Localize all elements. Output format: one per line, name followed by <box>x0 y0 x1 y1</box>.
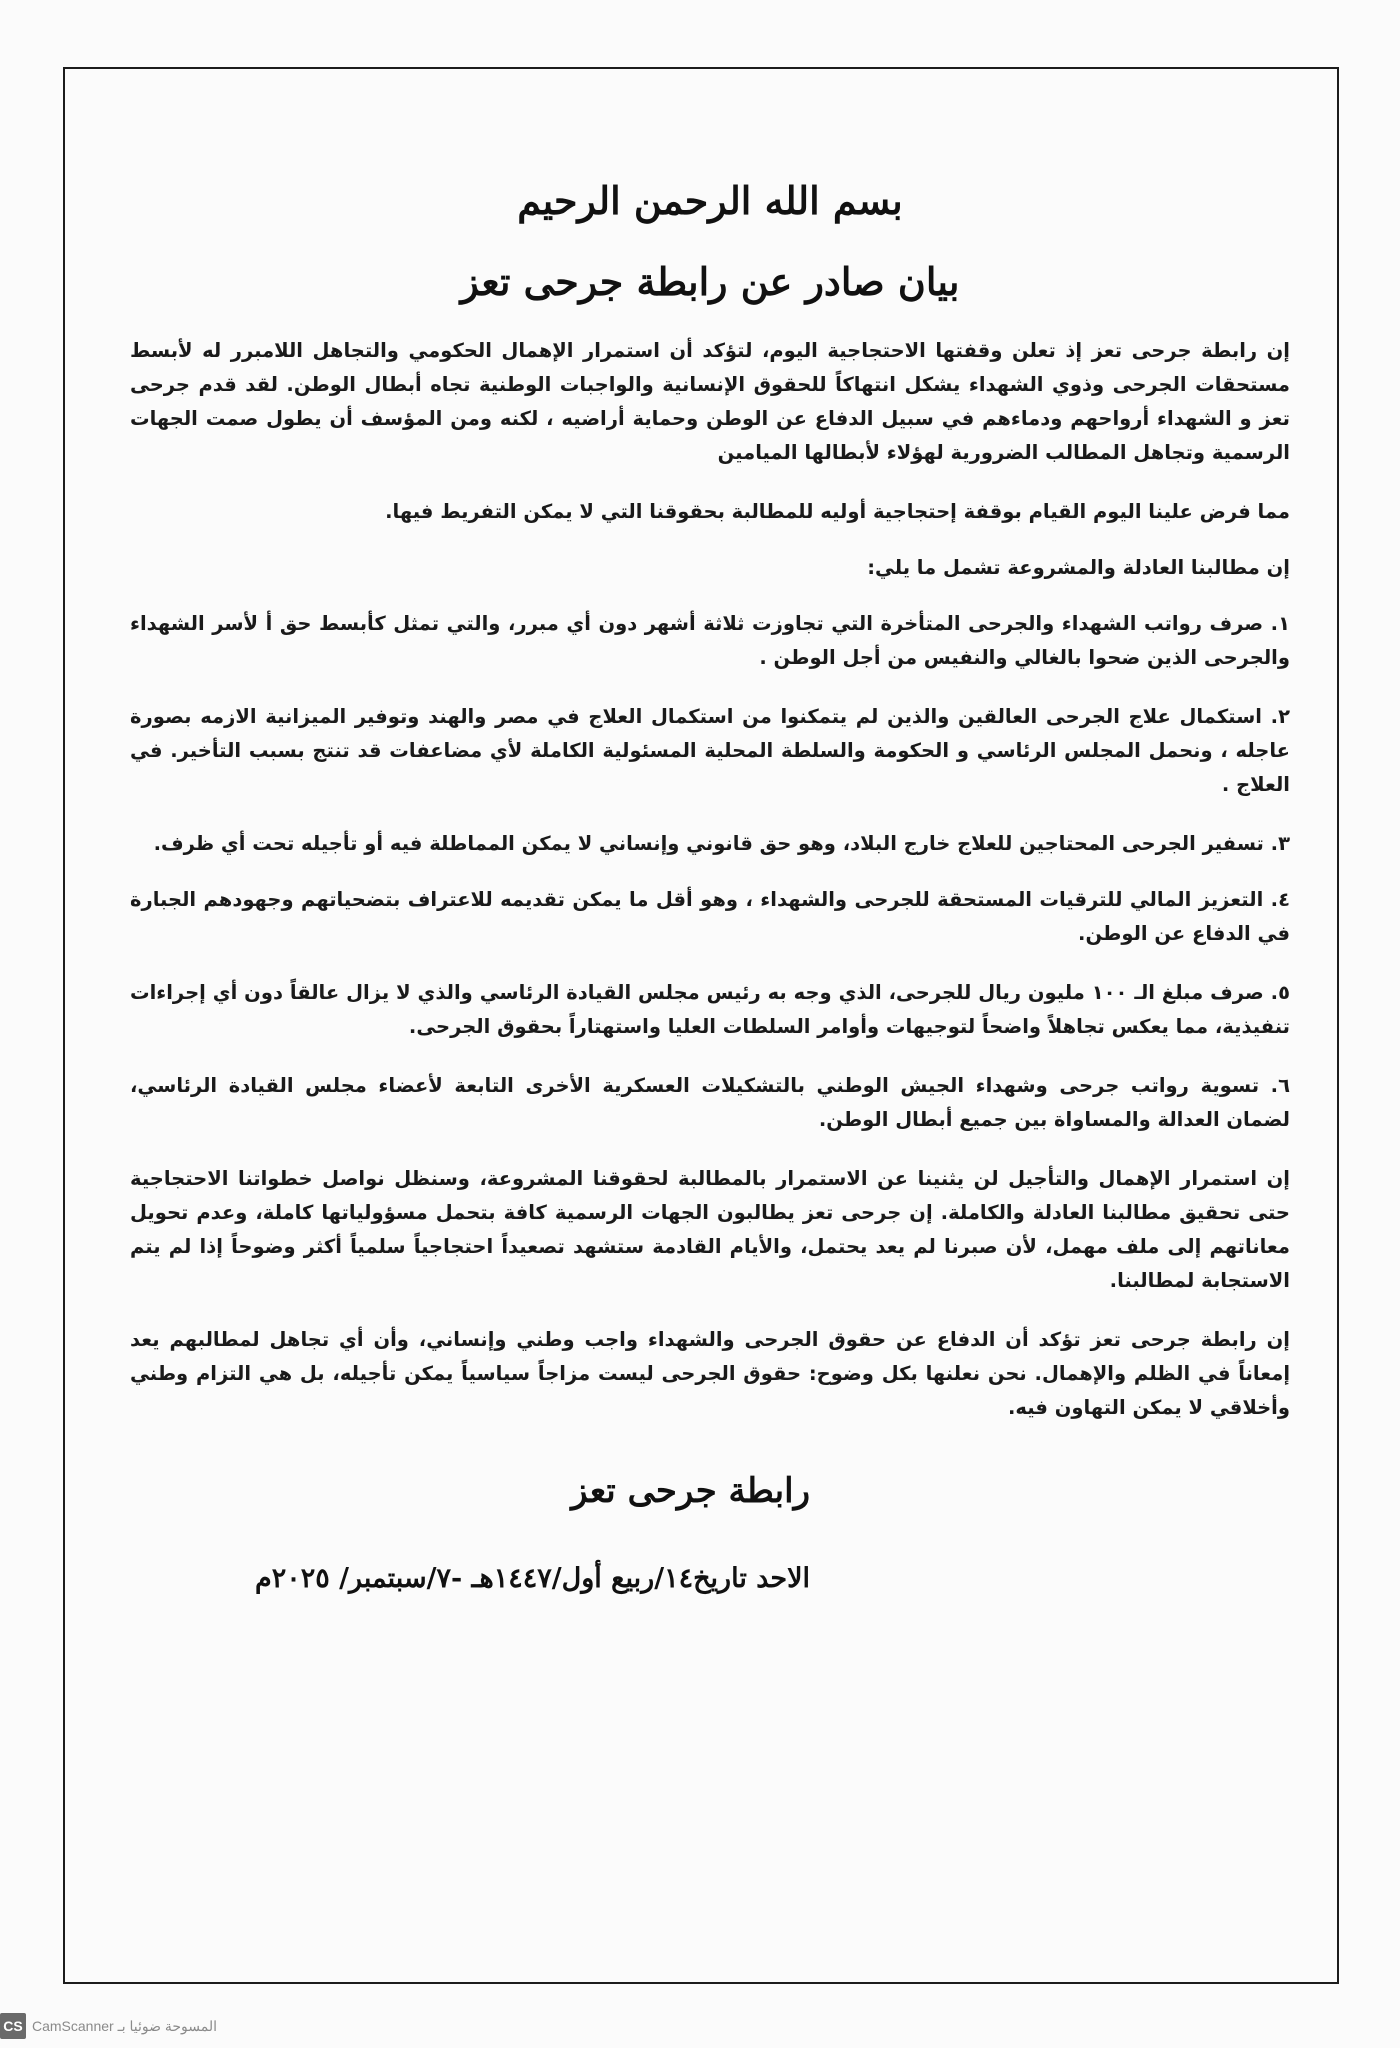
continuation-paragraph: إن استمرار الإهمال والتأجيل لن يثنينا عن الاستمرار بالمطالبة لحقوقنا المشروعة، وسنظل نواصل خطواتنا الاحتجاجية حتى تحقيق مطالبنا العادلة والكاملة. إن جرحى تعز يطالبون الجهات الرسمية كافة بتحمل مسؤولياتها كاملة، وعدم تحويل معاناتهم إلى ملف مهمل، لأن صبرنا لم يعد يحتمل، والأيام القادمة ستشهد تصعيداً احتجاجياً سلمياً أكثر وضوحاً إذا لم يتم الاستجابة لمطالبنا. <box>130 1167 1290 1292</box>
demand-item-1: ١. صرف رواتب الشهداء والجرحى المتأخرة التي تجاوزت ثلاثة أشهر دون أي مبرر، والتي تمثل كأبسط حق أ لأسر الشهداء والجرحى الذين ضحوا بالغالي والنفيس من أجل الوطن . <box>130 612 1290 669</box>
date-line: الاحد تاريخ١٤/ربيع أول/١٤٤٧هـ -٧/سبتمبر/ ٢٠٢٥م <box>255 1563 810 1594</box>
signature-organization: رابطة جرحى تعز <box>571 1471 810 1511</box>
protest-paragraph: مما فرض علينا اليوم القيام بوقفة إحتجاجية أوليه للمطالبة بحقوقنا التي لا يمكن التفريط فيها. <box>385 500 1290 523</box>
camscanner-text: CamScanner المسوحة ضوئيا بـ <box>32 2017 218 2034</box>
demand-item-6: ٦. تسوية رواتب جرحى وشهداء الجيش الوطني بالتشكيلات العسكرية الأخرى التابعة لأعضاء مجلس القيادة الرئاسي، لضمان العدالة والمساواة بين جميع أبطال الوطن. <box>130 1074 1290 1131</box>
statement-title: بيان صادر عن رابطة جرحى تعز <box>460 259 960 304</box>
demand-item-5: ٥. صرف مبلغ الـ ١٠٠ مليون ريال للجرحى، الذي وجه به رئيس مجلس القيادة الرئاسي والذي لا يزال عالقاً دون أي إجراءات تنفيذية، مما يعكس تجاهلاً واضحاً لتوجيهات وأوامر السلطات العليا واستهتاراً بحقوق الجرحى. <box>130 981 1290 1038</box>
intro-paragraph: إن رابطة جرحى تعز إذ تعلن وقفتها الاحتجاجية اليوم، لتؤكد أن استمرار الإهمال الحكومي والتجاهل اللامبرر له لأبسط مستحقات الجرحى وذوي الشهداء يشكل انتهاكاً للحقوق الإنسانية والواجبات الوطنية تجاه أبطال الوطن. لقد قدم جرحى تعز و الشهداء أرواحهم ودماءهم في سبيل الدفاع عن الوطن وحماية أراضيه ، لكنه ومن المؤسف أن يطول صمت الجهات الرسمية وتجاهل المطالب الضرورية لهؤلاء لأبطالها الميامين <box>130 339 1290 464</box>
demand-item-3: ٣. تسفير الجرحى المحتاجين للعلاج خارج البلاد، وهو حق قانوني وإنساني لا يمكن المماطلة فيه أو تأجيله تحت أي ظرف. <box>153 832 1290 855</box>
demand-item-4: ٤. التعزيز المالي للترقيات المستحقة للجرحى والشهداء ، وهو أقل ما يمكن تقديمه للاعتراف بتضحياتهم وجهودهم الجبارة في الدفاع عن الوطن. <box>130 888 1290 945</box>
statement-body <box>130 170 1290 1594</box>
demand-item-2: ٢. استكمال علاج الجرحى العالقين والذين لم يتمكنوا من استكمال العلاج في مصر والهند وتوفير الميزانية الازمه بصورة عاجله ، ونحمل المجلس الرئاسي و الحكومة والسلطة المحلية المسئولية الكاملة لأي مضاعفات قد تنتج بسبب التأخير. في العلاج . <box>130 705 1290 796</box>
camscanner-logo-icon: CS <box>0 2013 26 2039</box>
camscanner-watermark <box>0 2012 217 2040</box>
demands-intro: إن مطالبنا العادلة والمشروعة تشمل ما يلي: <box>867 556 1290 579</box>
basmala: بسم الله الرحمن الرحيم <box>517 178 903 223</box>
closing-paragraph: إن رابطة جرحى تعز تؤكد أن الدفاع عن حقوق الجرحى والشهداء واجب وطني وإنساني، وأن أي تجاهل لمطالبهم يعد إمعاناً في الظلم والإهمال. نحن نعلنها بكل وضوح: حقوق الجرحى ليست مزاجاً سياسياً يمكن تأجيله، بل هي التزام وطني وأخلاقي لا يمكن التهاون فيه. <box>130 1328 1290 1419</box>
